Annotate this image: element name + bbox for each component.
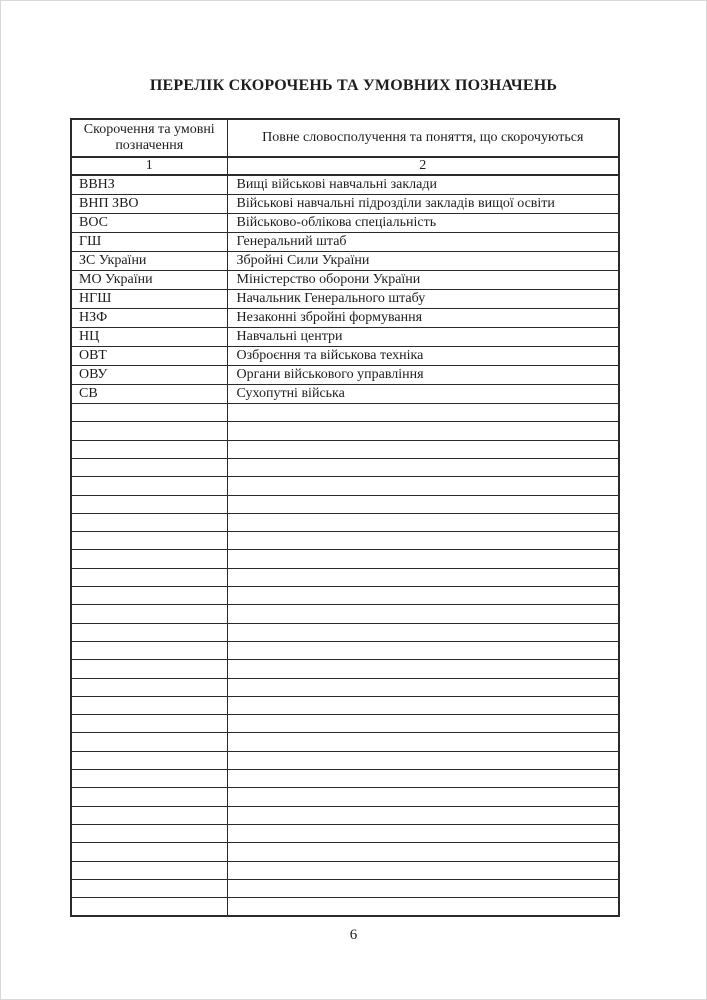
empty-abbr-cell: [71, 879, 227, 897]
empty-full-cell: [227, 495, 619, 513]
empty-full-cell: [227, 715, 619, 733]
empty-table-row: [71, 587, 619, 605]
full-cell: Незаконні збройні формування: [227, 309, 619, 328]
abbr-cell: НЦ: [71, 328, 227, 347]
header-fullphrase-column: Повне словосполучення та поняття, що скорочуються: [227, 119, 619, 157]
empty-full-cell: [227, 623, 619, 641]
empty-full-cell: [227, 440, 619, 458]
table-row: [71, 309, 619, 328]
abbr-cell: ОВТ: [71, 347, 227, 366]
empty-table-row: [71, 715, 619, 733]
empty-abbr-cell: [71, 568, 227, 586]
empty-full-cell: [227, 879, 619, 897]
empty-table-row: [71, 788, 619, 806]
abbr-cell: СВ: [71, 385, 227, 404]
full-cell: Міністерство оборони України: [227, 271, 619, 290]
empty-abbr-cell: [71, 788, 227, 806]
empty-abbr-cell: [71, 587, 227, 605]
table-row: [71, 252, 619, 271]
column-number-2: 2: [227, 157, 619, 175]
empty-abbr-cell: [71, 532, 227, 550]
empty-abbr-cell: [71, 404, 227, 422]
empty-table-row: [71, 568, 619, 586]
table-body: [71, 175, 619, 916]
full-cell: Начальник Генерального штабу: [227, 290, 619, 309]
empty-full-cell: [227, 605, 619, 623]
table-row: [71, 195, 619, 214]
full-cell: Збройні Сили України: [227, 252, 619, 271]
empty-table-row: [71, 696, 619, 714]
abbreviations-table: [70, 118, 620, 917]
full-cell: Навчальні центри: [227, 328, 619, 347]
table-row: [71, 271, 619, 290]
header-abbreviation-column: Скорочення та умовні позначення: [71, 119, 227, 157]
empty-table-row: [71, 733, 619, 751]
abbr-cell: ОВУ: [71, 366, 227, 385]
empty-table-row: [71, 843, 619, 861]
full-cell: Озброєння та військова техніка: [227, 347, 619, 366]
empty-abbr-cell: [71, 751, 227, 769]
empty-abbr-cell: [71, 513, 227, 531]
empty-full-cell: [227, 751, 619, 769]
empty-full-cell: [227, 404, 619, 422]
table-row: [71, 290, 619, 309]
empty-full-cell: [227, 861, 619, 879]
empty-abbr-cell: [71, 898, 227, 917]
empty-full-cell: [227, 458, 619, 476]
full-cell: Генеральний штаб: [227, 233, 619, 252]
abbr-cell: МО України: [71, 271, 227, 290]
page-number: 6: [349, 927, 358, 943]
empty-full-cell: [227, 843, 619, 861]
empty-table-row: [71, 898, 619, 917]
empty-abbr-cell: [71, 770, 227, 788]
empty-abbr-cell: [71, 806, 227, 824]
empty-table-row: [71, 458, 619, 476]
empty-full-cell: [227, 550, 619, 568]
empty-abbr-cell: [71, 733, 227, 751]
empty-full-cell: [227, 477, 619, 495]
empty-full-cell: [227, 788, 619, 806]
empty-abbr-cell: [71, 678, 227, 696]
empty-full-cell: [227, 422, 619, 440]
empty-table-row: [71, 806, 619, 824]
empty-abbr-cell: [71, 550, 227, 568]
table-header-row: [71, 119, 619, 157]
empty-table-row: [71, 641, 619, 659]
empty-abbr-cell: [71, 422, 227, 440]
empty-abbr-cell: [71, 458, 227, 476]
empty-full-cell: [227, 568, 619, 586]
full-cell: Вищі військові навчальні заклади: [227, 175, 619, 195]
empty-table-row: [71, 751, 619, 769]
empty-full-cell: [227, 587, 619, 605]
empty-table-row: [71, 532, 619, 550]
table-row: [71, 385, 619, 404]
empty-full-cell: [227, 733, 619, 751]
empty-abbr-cell: [71, 660, 227, 678]
table-row: [71, 214, 619, 233]
empty-full-cell: [227, 660, 619, 678]
table-row: [71, 366, 619, 385]
empty-table-row: [71, 404, 619, 422]
table-row: [71, 175, 619, 195]
full-cell: Військово-облікова спеціальність: [227, 214, 619, 233]
abbr-cell: НГШ: [71, 290, 227, 309]
empty-full-cell: [227, 513, 619, 531]
empty-abbr-cell: [71, 495, 227, 513]
empty-full-cell: [227, 532, 619, 550]
empty-table-row: [71, 770, 619, 788]
empty-full-cell: [227, 641, 619, 659]
empty-abbr-cell: [71, 715, 227, 733]
abbr-cell: ЗС України: [71, 252, 227, 271]
table-row: [71, 328, 619, 347]
empty-full-cell: [227, 824, 619, 842]
empty-table-row: [71, 477, 619, 495]
empty-full-cell: [227, 678, 619, 696]
empty-abbr-cell: [71, 843, 227, 861]
abbr-cell: ВОС: [71, 214, 227, 233]
empty-abbr-cell: [71, 861, 227, 879]
empty-table-row: [71, 623, 619, 641]
empty-full-cell: [227, 696, 619, 714]
abbr-cell: НЗФ: [71, 309, 227, 328]
table-row: [71, 347, 619, 366]
column-number-1: 1: [71, 157, 227, 175]
abbr-cell: ВВНЗ: [71, 175, 227, 195]
empty-abbr-cell: [71, 641, 227, 659]
column-number-row: [71, 157, 619, 175]
empty-table-row: [71, 513, 619, 531]
abbr-cell: ВНП ЗВО: [71, 195, 227, 214]
empty-table-row: [71, 422, 619, 440]
empty-table-row: [71, 879, 619, 897]
empty-full-cell: [227, 770, 619, 788]
empty-table-row: [71, 605, 619, 623]
abbr-cell: ГШ: [71, 233, 227, 252]
empty-full-cell: [227, 898, 619, 917]
empty-table-row: [71, 495, 619, 513]
empty-abbr-cell: [71, 696, 227, 714]
empty-abbr-cell: [71, 824, 227, 842]
empty-abbr-cell: [71, 477, 227, 495]
empty-table-row: [71, 440, 619, 458]
empty-abbr-cell: [71, 605, 227, 623]
empty-table-row: [71, 660, 619, 678]
empty-table-row: [71, 678, 619, 696]
table-row: [71, 233, 619, 252]
empty-table-row: [71, 861, 619, 879]
empty-full-cell: [227, 806, 619, 824]
empty-abbr-cell: [71, 440, 227, 458]
empty-table-row: [71, 824, 619, 842]
full-cell: Військові навчальні підрозділи закладів вищої освіти: [227, 195, 619, 214]
full-cell: Органи військового управління: [227, 366, 619, 385]
full-cell: Сухопутні війська: [227, 385, 619, 404]
empty-table-row: [71, 550, 619, 568]
page-title: ПЕРЕЛІК СКОРОЧЕНЬ ТА УМОВНИХ ПОЗНАЧЕНЬ: [149, 77, 558, 94]
empty-abbr-cell: [71, 623, 227, 641]
